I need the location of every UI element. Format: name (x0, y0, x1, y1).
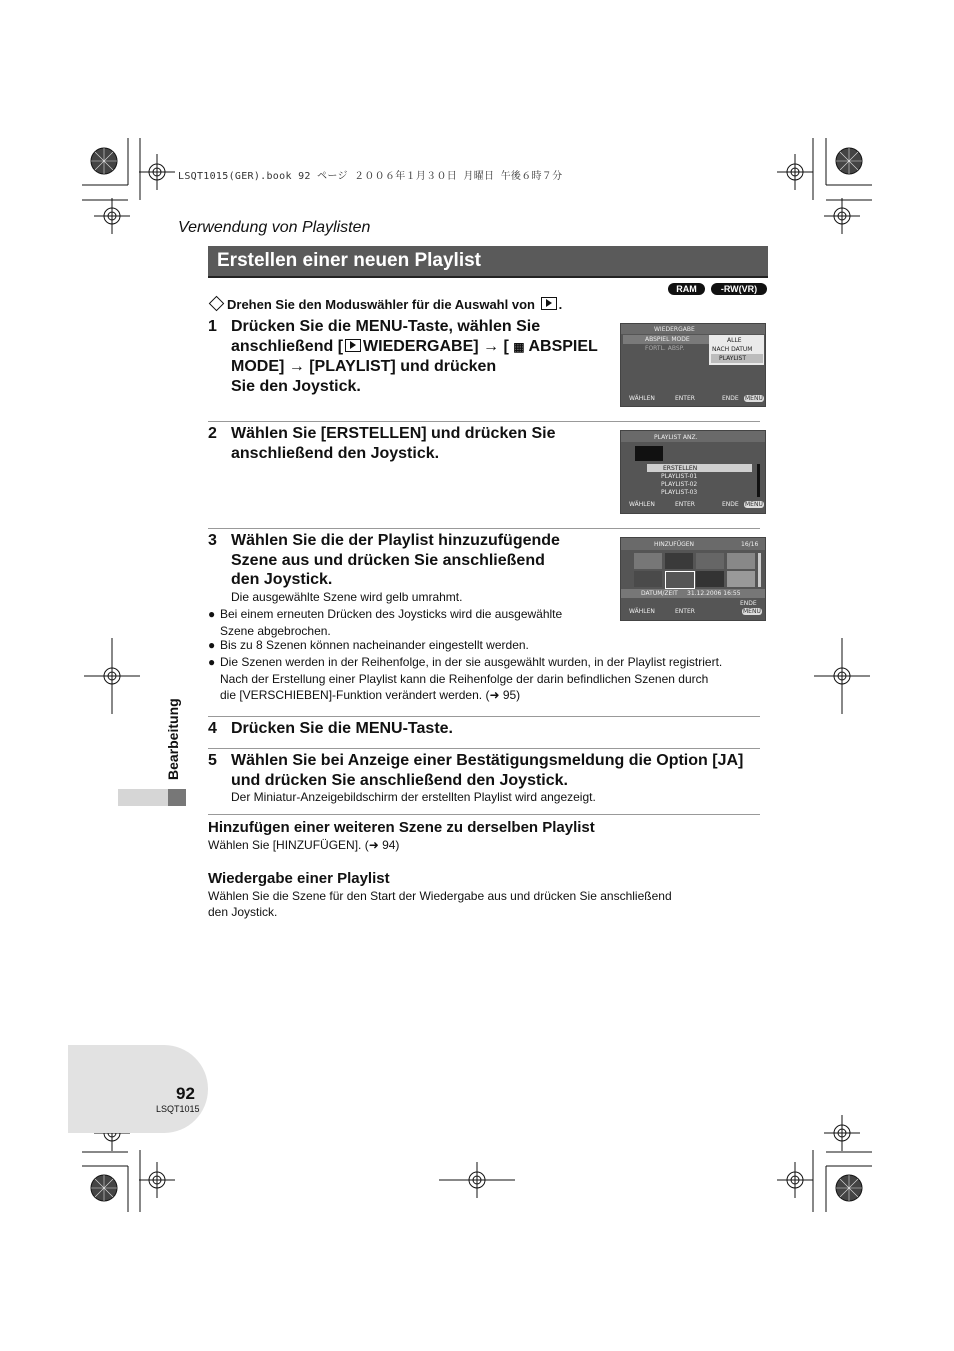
screen-hinzufuegen: HINZUFÜGEN 16/16 DATUM/ZEIT 31.12.2006 16:55 WÄHLEN ENTER ENDE MENU (620, 537, 766, 621)
grid-icon: ▦ (513, 339, 525, 354)
play-mode-icon (345, 339, 361, 352)
intro-instruction: Drehen Sie den Moduswähler für die Auswahl von . (208, 297, 562, 312)
divider (208, 748, 760, 749)
bullet-item: ● Die Szenen werden in der Reihenfolge, in der sie ausgewählt wurden, in der Playlist registriert. Nach der Erstellung einer Playlist kann die Reihenfolge der darin befindlichen Szenen durch die [VERSCHIEBEN]-Funktion verändert werden. (➜ 95) (208, 655, 723, 702)
screen-wiedergabe-menu: WIEDERGABE ABSPIEL MODE FORTL. ABSP. ALLE NACH DATUM PLAYLIST WÄHLEN ENTER ENDE MENU (620, 323, 766, 407)
side-tab-marker (168, 789, 186, 806)
model-code: LSQT1015 (156, 1104, 200, 1114)
diamond-icon (209, 296, 225, 312)
divider (208, 528, 760, 529)
step-5: 5 Wählen Sie bei Anzeige einer Bestätigungsmeldung die Option [JA] und drücken Sie anschließend den Joystick. (208, 752, 744, 789)
subsection-text-add-scene: Wählen Sie [HINZUFÜGEN]. (➜ 94) (208, 838, 400, 852)
step-4: 4 Drücken Sie die MENU-Taste. (208, 720, 453, 737)
section-label: Verwendung von Playlisten (178, 219, 371, 236)
divider (208, 814, 760, 815)
divider (208, 716, 760, 717)
page-title: Erstellen einer neuen Playlist (217, 250, 481, 271)
step-3-note: Die ausgewählte Szene wird gelb umrahmt. (231, 590, 463, 604)
side-tab-label: Bearbeitung (165, 698, 181, 780)
step-3: 3 Wählen Sie die der Playlist hinzuzufügende Szene aus und drücken Sie anschließend den Joystick. (208, 532, 560, 588)
subsection-title-playback: Wiedergabe einer Playlist (208, 870, 390, 887)
title-bar (208, 246, 768, 278)
page-number: 92 (176, 1084, 195, 1103)
step-1: 1 Drücken Sie die MENU-Taste, wählen Sie anschließend [ WIEDERGABE] → [ ▦ ABSPIEL MODE] → [PLAYLIST] und drücken Sie den Joystick. (208, 318, 598, 395)
step-5-note: Der Miniatur-Anzeigebildschirm der erstellten Playlist wird angezeigt. (231, 790, 596, 804)
screen-playlist-anz: PLAYLIST ANZ. ERSTELLEN PLAYLIST-01 PLAYLIST-02 PLAYLIST-03 WÄHLEN ENTER ENDE MENU (620, 430, 766, 514)
subsection-text-playback: Wählen Sie die Szene für den Start der Wiedergabe aus und drücken Sie anschließend den Joystick. (208, 889, 672, 919)
play-mode-icon (541, 297, 557, 310)
divider (208, 421, 760, 422)
bullet-item: ● Bei einem erneuten Drücken des Joysticks wird die ausgewählte Szene abgebrochen. (208, 607, 563, 638)
file-header-line: LSQT1015(GER).book 92 ページ ２００６年１月３０日 月曜日 午後６時７分 (178, 171, 563, 182)
bullet-item: ● Bis zu 8 Szenen können nacheinander eingestellt werden. (208, 638, 529, 652)
step-2: 2 Wählen Sie [ERSTELLEN] und drücken Sie anschließend den Joystick. (208, 425, 556, 462)
subsection-title-add-scene: Hinzufügen einer weiteren Szene zu derselben Playlist (208, 819, 595, 836)
badge-ram: RAM (668, 283, 705, 295)
badge-rw-vr: -RW(VR) (711, 283, 767, 295)
